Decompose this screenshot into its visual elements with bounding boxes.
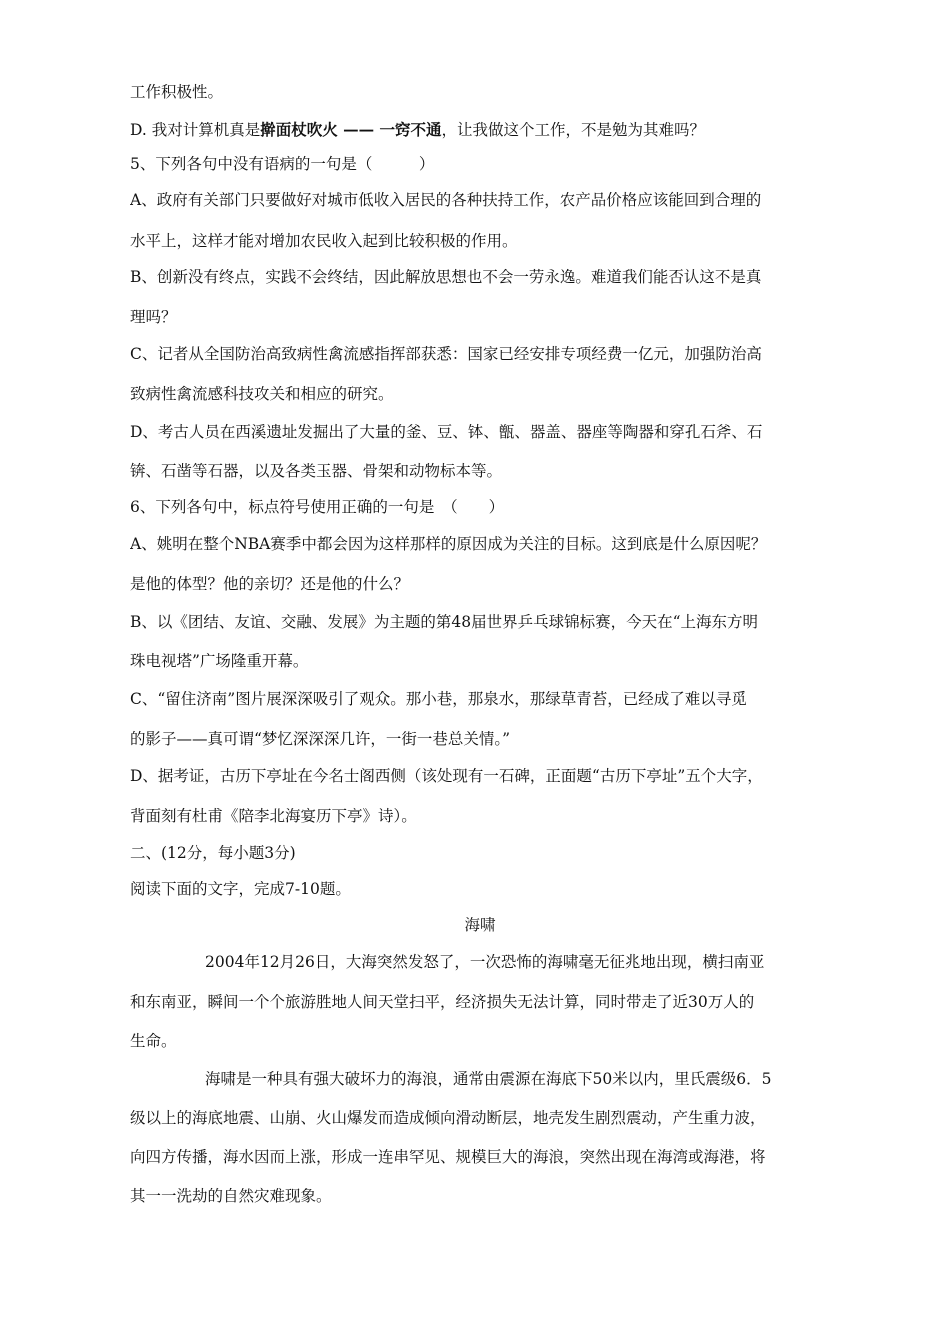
paragraph-1-line-3: 生命。 <box>130 1032 177 1050</box>
q5-option-d-cont: 锛、石凿等石器，以及各类玉器、骨架和动物标本等。 <box>130 462 503 480</box>
option-d-suffix: ，让我做这个工作，不是勉为其难吗？ <box>441 121 706 139</box>
q6-option-a: A、姚明在整个NBA赛季中都会因为这样那样的原因成为关注的目标。这到底是什么原因呢？ <box>130 535 767 553</box>
option-d-line <box>130 119 830 141</box>
paragraph-1-line-1: 2004年12月26日，大海突然发怒了，一次恐怖的海啸毫无征兆地出现，横扫南亚 <box>205 953 765 971</box>
paragraph-2-line-3: 向四方传播，海水因而上涨，形成一连串罕见、规模巨大的海浪，突然出现在海湾或海港，将 <box>130 1148 766 1166</box>
q5-option-d: D、考古人员在西溪遗址发掘出了大量的釜、豆、钵、甑、器盖、器座等陶器和穿孔石斧、石 <box>130 423 763 441</box>
q5-option-c: C、记者从全国防治高致病性禽流感指挥部获悉：国家已经安排专项经费一亿元，加强防治高 <box>130 345 762 363</box>
text-line: 工作积极性。 <box>130 83 224 101</box>
q5-option-b-cont: 理吗？ <box>130 308 177 326</box>
section-two-heading: 二、(12分，每小题3分) <box>130 844 296 862</box>
q6-option-d-cont: 背面刻有杜甫《陪李北海宴历下亭》诗）。 <box>130 807 417 825</box>
question-5: 5、下列各句中没有语病的一句是（ ） <box>130 155 435 173</box>
paragraph-1-line-2: 和东南亚，瞬间一个个旅游胜地人间天堂扫平，经济损失无法计算，同时带走了近30万人的 <box>130 993 755 1011</box>
passage-title: 海啸 <box>464 916 496 934</box>
q5-option-a-cont: 水平上，这样才能对增加农民收入起到比较积极的作用。 <box>130 232 518 250</box>
idiom-bold: 擀面杖吹火 —— 一窍不通 <box>260 120 442 139</box>
paragraph-2-line-4: 其一一洗劫的自然灾难现象。 <box>130 1187 332 1205</box>
q6-option-d: D、据考证，古历下亭址在今名士阁西侧（该处现有一石碑，正面题“古历下亭址”五个大字， <box>130 767 763 785</box>
q5-option-c-cont: 致病性禽流感科技攻关和相应的研究。 <box>130 385 394 403</box>
reading-instruction: 阅读下面的文字，完成7-10题。 <box>130 880 351 898</box>
q5-option-a: A、政府有关部门只要做好对城市低收入居民的各种扶持工作，农产品价格应该能回到合理的 <box>130 191 762 209</box>
paragraph-2-line-2: 级以上的海底地震、山崩、火山爆发而造成倾向滑动断层，地壳发生剧烈震动，产生重力波， <box>130 1109 766 1127</box>
question-6: 6、下列各句中，标点符号使用正确的一句是 （ ） <box>130 498 505 516</box>
q6-option-c-cont: 的影子——真可谓“梦忆深深深几许，一街一巷总关情。” <box>130 730 511 748</box>
q6-option-c: C、“留住济南”图片展深深吸引了观众。那小巷，那泉水，那绿草青苔，已经成了难以寻觅 <box>130 690 747 708</box>
q6-option-b-cont: 珠电视塔”广场隆重开幕。 <box>130 652 309 670</box>
q5-option-b: B、创新没有终点，实践不会终结，因此解放思想也不会一劳永逸。难道我们能否认这不是真 <box>130 268 762 286</box>
q6-option-b: B、以《团结、友谊、交融、发展》为主题的第48届世界乒乓球锦标赛，今天在“上海东方明 <box>130 613 759 631</box>
paragraph-2-line-1: 海啸是一种具有强大破坏力的海浪，通常由震源在海底下50米以内，里氏震级6．5 <box>205 1070 772 1088</box>
q6-option-a-cont: 是他的体型？他的亲切？还是他的什么？ <box>130 575 410 593</box>
option-d-prefix: D. 我对计算机真是 <box>130 121 261 139</box>
